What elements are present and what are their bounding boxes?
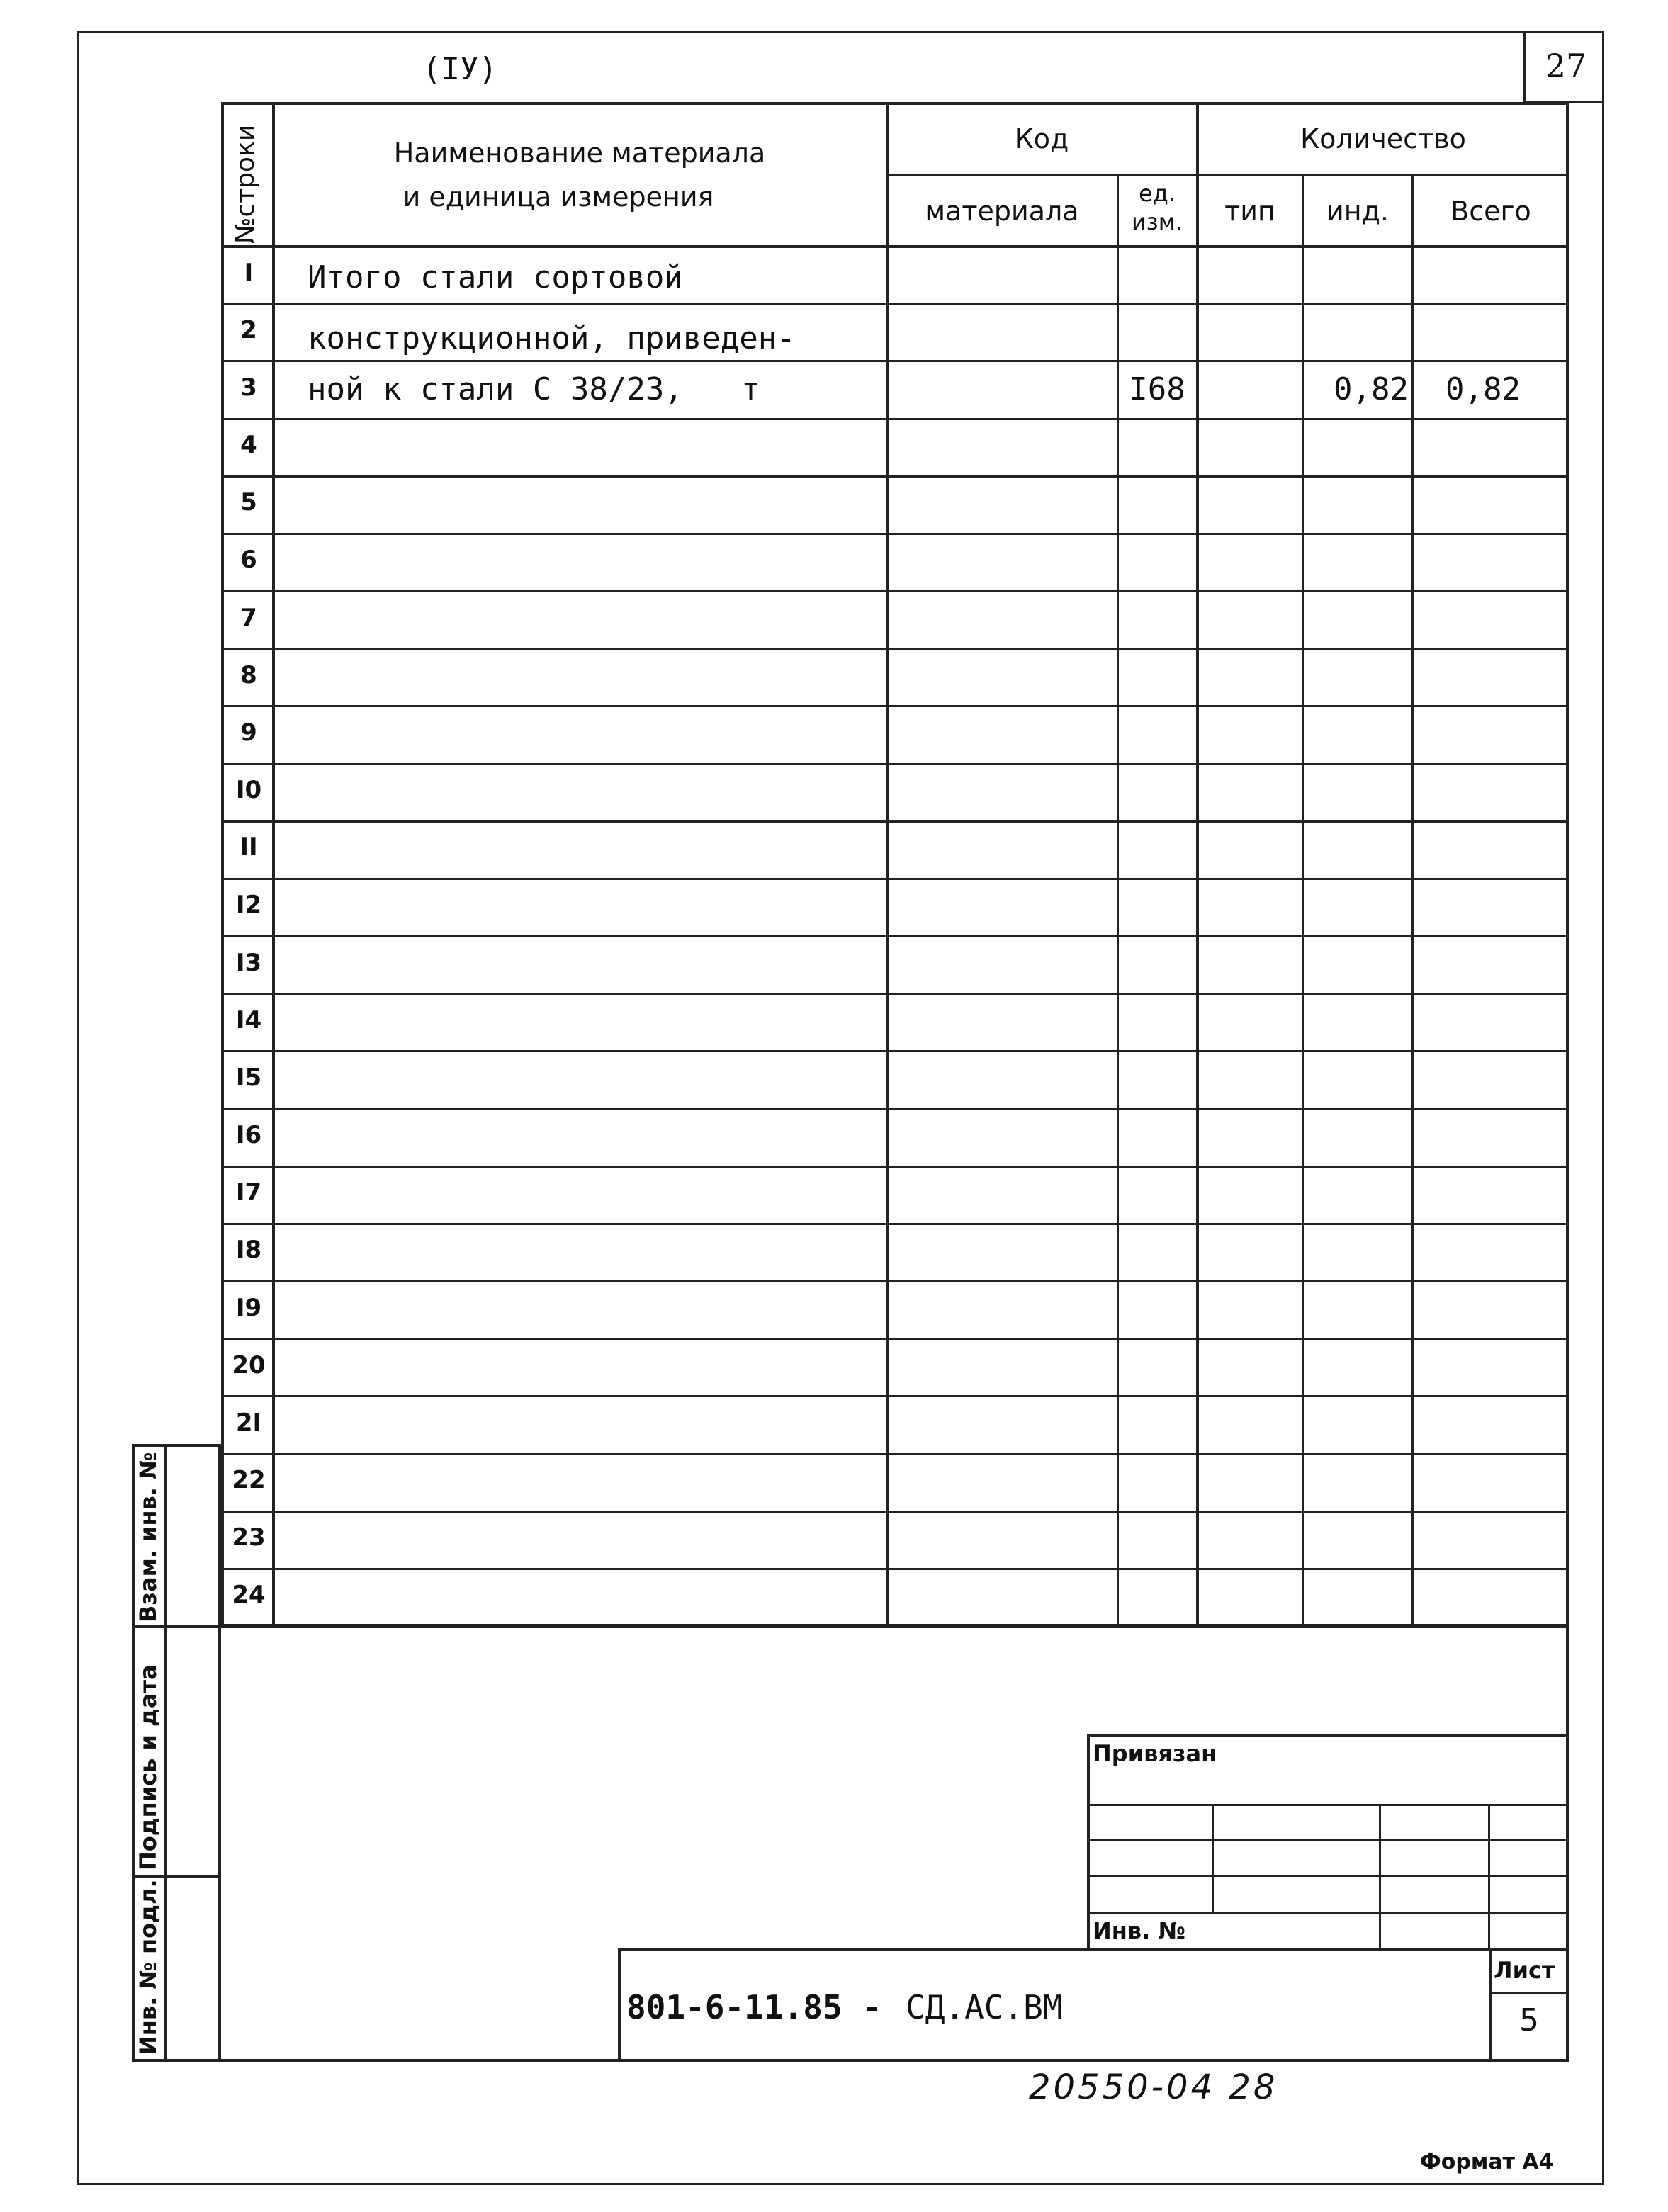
privyazan-line-4: [1087, 1912, 1569, 1914]
archive-number: 20550-04 28: [1029, 2067, 1278, 2107]
table-bottom-line: [132, 1625, 1569, 1628]
privyazan-left: [1087, 1734, 1090, 1950]
title-block-left: [618, 1948, 621, 2060]
row-number: 23: [232, 1523, 266, 1552]
privyazan-line-3: [1087, 1875, 1569, 1877]
area-bottom-line: [132, 2059, 1569, 2062]
row-divider: [221, 993, 1569, 995]
row-number: 6: [240, 546, 257, 574]
col-line-code: [1196, 102, 1199, 1627]
row-number: I: [244, 259, 254, 287]
entry-line-1: Итого стали сортовой: [308, 259, 683, 295]
area-right-edge: [1566, 1625, 1569, 2060]
row-divider: [221, 533, 1569, 535]
row-divider: [221, 303, 1569, 305]
row-divider: [221, 878, 1569, 880]
document-code: 801-6-11.85 -: [626, 1988, 882, 2026]
row-number: II: [240, 833, 258, 862]
row-number: I6: [235, 1121, 262, 1149]
header-bottom: [221, 245, 1569, 248]
col-header-rownum: №строки: [231, 124, 260, 244]
col-line-name: [886, 102, 889, 1627]
entry-total: 0,82: [1446, 371, 1521, 407]
stamp-divider-1: [132, 1875, 220, 1878]
privyazan-line-2: [1087, 1839, 1569, 1841]
col-header-unit-line1: ед.: [1139, 180, 1176, 207]
row-number: 3: [240, 373, 257, 402]
row-divider: [221, 1166, 1569, 1168]
row-number: 22: [232, 1466, 266, 1494]
row-number: 8: [240, 661, 257, 689]
list-number: 5: [1519, 2002, 1539, 2038]
col-header-ind: инд.: [1326, 196, 1389, 227]
page-number: 27: [1545, 47, 1587, 85]
col-header-total: Всего: [1450, 196, 1531, 227]
col-line-type: [1302, 174, 1304, 1627]
row-number: I5: [235, 1063, 262, 1092]
row-divider: [221, 360, 1569, 362]
row-divider: [221, 705, 1569, 707]
row-divider: [221, 1280, 1569, 1282]
col-header-quantity: Количество: [1300, 123, 1466, 154]
privyazan-line-1: [1087, 1804, 1569, 1806]
row-divider: [221, 763, 1569, 765]
row-divider: [221, 475, 1569, 478]
section-label: (IУ): [422, 51, 497, 87]
row-number: 7: [240, 604, 257, 632]
stamp-top: [132, 1444, 220, 1447]
row-number: 5: [240, 488, 257, 517]
row-divider: [221, 1108, 1569, 1110]
row-number: 4: [240, 431, 257, 459]
row-divider: [221, 1568, 1569, 1570]
row-number: 24: [232, 1581, 266, 1609]
col-header-material: материала: [925, 196, 1079, 227]
row-number: 20: [232, 1351, 266, 1379]
title-block-top: [618, 1948, 1569, 1951]
entry-line-2: конструкционной, приведен-: [308, 320, 796, 356]
header-subline: [886, 174, 1569, 176]
privyazan-label: Привязан: [1093, 1740, 1217, 1767]
stamp-inv-podl: Инв. № подл.: [135, 1879, 162, 2055]
col-header-name-line2: и единица измерения: [402, 181, 714, 213]
format-label: Формат А4: [1420, 2150, 1554, 2174]
col-header-unit-line2: изм.: [1131, 208, 1183, 235]
row-divider: [221, 418, 1569, 420]
row-divider: [221, 1453, 1569, 1455]
page-number-divider: [1523, 31, 1526, 103]
row-number: I9: [235, 1294, 262, 1322]
row-divider: [221, 648, 1569, 650]
privyazan-col-3: [1488, 1804, 1490, 1950]
col-header-type: тип: [1224, 196, 1275, 227]
stamp-right-edge: [218, 1444, 221, 2060]
entry-ind: 0,82: [1334, 371, 1409, 407]
col-header-code: Код: [1014, 123, 1069, 154]
col-line-material: [1117, 174, 1119, 1627]
col-header-name-line1: Наименование материала: [393, 137, 766, 169]
row-number: I4: [235, 1006, 262, 1034]
entry-unit-symbol: т: [741, 371, 760, 407]
inv-no-label: Инв. №: [1093, 1917, 1185, 1944]
col-line-ind: [1411, 174, 1414, 1627]
row-divider: [221, 1395, 1569, 1397]
row-number: I7: [235, 1178, 262, 1207]
privyazan-top: [1087, 1734, 1569, 1737]
row-divider: [221, 935, 1569, 937]
list-label-line: [1489, 1992, 1569, 1994]
row-divider: [221, 820, 1569, 823]
row-number: 2: [240, 316, 257, 344]
list-label: Лист: [1494, 1957, 1555, 1984]
privyazan-col-2: [1379, 1804, 1381, 1950]
stamp-inner-divider: [164, 1444, 167, 2060]
privyazan-col-1: [1212, 1804, 1214, 1912]
row-number: I8: [235, 1236, 262, 1264]
row-number: I3: [235, 949, 262, 977]
row-divider: [221, 1338, 1569, 1340]
row-number: 2I: [235, 1409, 262, 1437]
row-number: I0: [235, 776, 262, 804]
document-suffix: СД.АС.ВМ: [906, 1988, 1063, 2026]
row-divider: [221, 1050, 1569, 1052]
row-divider: [221, 590, 1569, 592]
row-divider: [221, 1511, 1569, 1513]
row-number: I2: [235, 891, 262, 919]
stamp-vzam-inv: Взам. инв. №: [135, 1452, 162, 1623]
stamp-podpis-data: Подпись и дата: [135, 1664, 162, 1870]
row-number: 9: [240, 718, 257, 747]
entry-line-3: ной к стали С 38/23,: [308, 371, 683, 407]
row-divider: [221, 1223, 1569, 1225]
entry-unit-code: I68: [1129, 371, 1185, 407]
